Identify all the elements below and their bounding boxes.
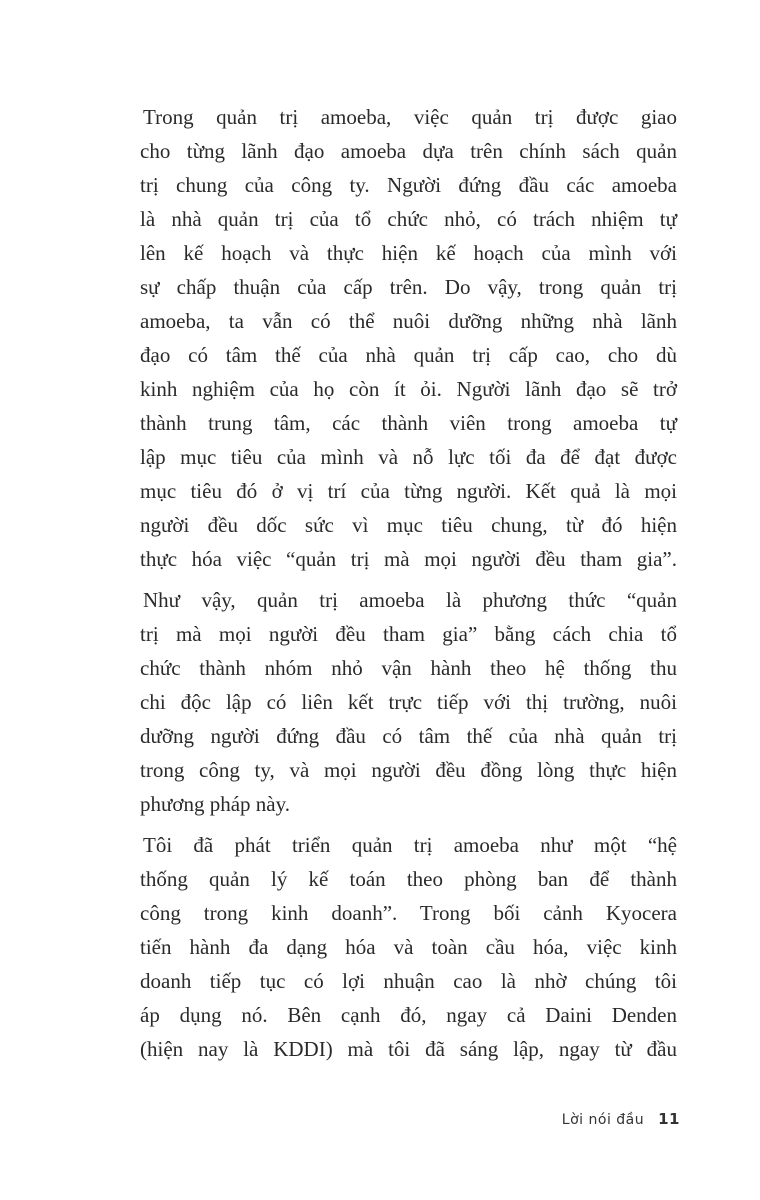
text-line: công trong kinh doanh”. Trong bối cảnh Kyocera <box>140 901 677 925</box>
text-line: Trong quản trị amoeba, việc quản trị được giao <box>143 105 677 129</box>
text-line: phương pháp này. <box>140 792 291 816</box>
paragraph-2 <box>140 583 677 821</box>
running-footer <box>562 1110 680 1128</box>
paragraph-1 <box>140 100 677 576</box>
text-line: cho từng lãnh đạo amoeba dựa trên chính sách quản <box>140 139 677 163</box>
text-line: dưỡng người đứng đầu có tâm thế của nhà quản trị <box>140 724 677 748</box>
text-line: lên kế hoạch và thực hiện kế hoạch của mình với <box>140 241 677 265</box>
text-line: sự chấp thuận của cấp trên. Do vậy, trong quản trị <box>140 275 677 299</box>
text-line: lập mục tiêu của mình và nỗ lực tối đa để đạt được <box>140 445 677 469</box>
text-line: amoeba, ta vẫn có thể nuôi dưỡng những nhà lãnh <box>140 309 677 333</box>
text-line: trong công ty, và mọi người đều đồng lòng thực hiện <box>140 758 677 782</box>
text-line: chức thành nhóm nhỏ vận hành theo hệ thống thu <box>140 656 677 680</box>
text-line: kinh nghiệm của họ còn ít ỏi. Người lãnh đạo sẽ trở <box>140 377 677 401</box>
text-line: thực hóa việc “quản trị mà mọi người đều tham gia”. <box>140 547 677 571</box>
text-line: trị chung của công ty. Người đứng đầu các amoeba <box>140 173 677 197</box>
text-line: người đều dốc sức vì mục tiêu chung, từ đó hiện <box>140 513 677 537</box>
text-line: đạo có tâm thế của nhà quản trị cấp cao, cho dù <box>140 343 677 367</box>
text-line: Tôi đã phát triển quản trị amoeba như một “hệ <box>143 833 677 857</box>
text-line: thành trung tâm, các thành viên trong amoeba tự <box>140 411 677 435</box>
page-body <box>140 100 677 1073</box>
text-line: doanh tiếp tục có lợi nhuận cao là nhờ chúng tôi <box>140 969 677 993</box>
paragraph-3 <box>140 828 677 1066</box>
text-line: tiến hành đa dạng hóa và toàn cầu hóa, việc kinh <box>140 935 677 959</box>
text-line: (hiện nay là KDDI) mà tôi đã sáng lập, ngay từ đầu <box>140 1037 677 1061</box>
section-title: Lời nói đầu <box>561 1112 645 1128</box>
text-line: áp dụng nó. Bên cạnh đó, ngay cả Daini Denden <box>140 1003 677 1027</box>
text-line: mục tiêu đó ở vị trí của từng người. Kết quả là mọi <box>140 479 677 503</box>
text-line: chi độc lập có liên kết trực tiếp với thị trường, nuôi <box>140 690 677 714</box>
text-line: là nhà quản trị của tổ chức nhỏ, có trách nhiệm tự <box>140 207 677 231</box>
text-line: thống quản lý kế toán theo phòng ban để thành <box>140 867 677 891</box>
text-line: trị mà mọi người đều tham gia” bằng cách chia tổ <box>140 622 677 646</box>
text-line: Như vậy, quản trị amoeba là phương thức “quản <box>143 588 677 612</box>
page-number: 11 <box>658 1110 680 1128</box>
